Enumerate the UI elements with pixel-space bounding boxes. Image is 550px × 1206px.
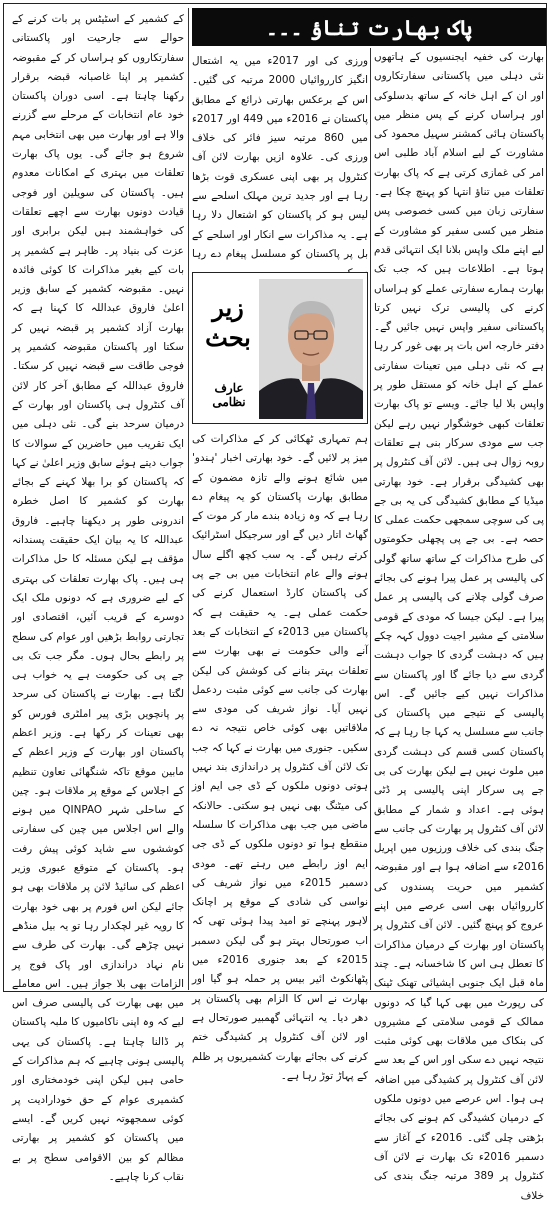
paragraph: بھارت کی خفیہ ایجنسیوں کے ہاتھوں نئی دہلی میں پاکستانی سفارتکاروں اور ان کے اہل خانہ کے ساتھ بدسلوکی اور ہراساں کرنے کے پس منظر میں پاکستان ہائی کمشنر سہیل محمود کی مشاورت کے لیے اسلام آباد طلبی اس امر کی غمازی کرتی ہے کہ پاک بھارت تعلقات میں تناؤ انتہا کو پہنچ چکا ہے۔ سفارتی زبان میں کسی خصوصی پس منظر میں کسی سفیر کو مشاورت کے لیے اپنے ملک واپس بلانا ایک انتہائی قدم ہوتا ہے۔ اطلاعات ہیں کہ جب تک بھارت ہمارے سفارتی عملے کو ہراساں کرنے کی پالیسی ترک نہیں کرتا پاکستانی سفیر واپس نہیں جائیں گے۔ دفتر خارجہ اس بات پر بھی غور کر رہا ہے کہ نئی دہلی میں تعینات سفارتی عملے کے اہل خانہ کو مستقل طور پر واپس بلا لیا جائے۔ ویسے تو پاک بھارت تعلقات کبھی خوشگوار نہیں رہے لیکن جب سے مودی سرکار بنی ہے تعلقات روبہ زوال ہی ہیں۔ لائن آف کنٹرول پر بھی کشیدگی برقرار ہے۔ خود بھارتی میڈیا کے مطابق کشیدگی کی یہ بی جے پی کی سوچی سمجھی حکمت عملی کا حصہ ہے۔ بی جے پی پچھلی حکومتوں کی طرح مذاکرات کے ساتھ ساتھ گولی کی پالیسی پر عمل پیرا ہونے کی بجائے صرف گولی چلانے کی پالیسی پر عمل پیرا ہے۔ لیکن جیسا کہ مودی کے قومی سلامتی کے مشیر اجیت دوول کہہ چکے ہیں کہ دہشت گردی کا جواب دہشت گردی سے دیا جائے گا اور پاکستان سے مذاکرات نہیں کیے جائیں گے۔ اس پالیسی کے نتیجے میں پاکستان کی جانب سے مسلسل یہ کہا جا رہا ہے کہ پاکستان کسی قسم کی دہشت گردی میں ملوث نہیں ہے لیکن بھارت کی بی جے پی سرکار اپنی پالیسی پر ڈٹی ہوئی ہے۔ اعداد و شمار کے مطابق لائن آف کنٹرول پر بھارت کی جانب سے جنگ بندی کی خلاف ورزیوں میں اپریل 2016ء سے اضافہ ہوا ہے اور مقبوضہ کشمیر میں حریت پسندوں کی کارروائیاں بھی اسی عرصے میں اپنے عروج کو پہنچ گئیں۔ لائن آف کنٹرول پر پاکستان اور بھارت کے درمیان مذاکرات کا تعطل ہی اس کا شاخسانہ ہے۔ چند ماہ قبل ایک جنوبی ایشیائی تھنک ٹینک کی رپورٹ میں بھی کہا گیا کہ دونوں ممالک کے قومی سلامتی کے مشیروں کی بنکاک میں ملاقات بھی کوئی مثبت نتیجہ نہیں دے سکی اور اس کے بعد سے لائن آف کنٹرول پر کشیدگی میں اضافہ ہی ہوا۔ اس عرصے میں دونوں ملکوں کے درمیان کشیدگی کم ہونے کی بجائے بڑھتی چلی گئی۔ 2016ء کے آغاز سے دسمبر 2016ء تک بھارت نے لائن آف کنٹرول پر 389 مرتبہ جنگ بندی کی خلاف (374, 51, 544, 1202)
author-box (192, 272, 368, 424)
article-column-middle-top (192, 52, 368, 268)
column-divider (188, 8, 189, 990)
author-name: عارف نظامی (212, 381, 246, 409)
paragraph: ورزی کی اور 2017ء میں یہ اشتعال انگیز کارروائیاں 2000 مرتبہ کی گئیں۔ اس کے برعکس بھارتی ذرائع کے مطابق پاکستان نے 2016ء میں 449 اور 2017ء میں 860 مرتبہ سیز فائر کی خلاف ورزی کی۔ علاوہ ازیں بھارت لائن آف کنٹرول پر بھی اپنی عسکری قوت بڑھا رہا ہے اور جدید ترین مہلک اسلحے سے لیس ہو کر پاکستان کو اشتعال دلا رہا ہے۔ یہ مذاکرات سے انکار اور اسلحے کے بل پر پاکستان کو مسلسل پیغام دے رہا (192, 55, 369, 260)
headline: پاک بھارت تناؤ ۔۔۔ (192, 8, 546, 46)
author-photo (259, 279, 363, 419)
column-divider (370, 48, 371, 990)
paragraph: کے کشمیر کے اسٹیٹس پر بات کرنے کے حوالے سے جارحیت اور پاکستانی سفارتکاروں کو ہراساں کر کے مقبوضہ کشمیر پر اپنا غاصبانہ قبضہ برقرار رکھنا چاہتا ہے۔ اسی دوران پاکستان خود عام انتخابات کے مرحلے سے گزرنے والا ہے اور بھارت میں بھی انتخابی مہم شروع ہو جائے گی۔ یوں پاک بھارت تعلقات میں بہتری کے امکانات معدوم ہیں۔ پاکستان کی سویلین اور فوجی قیادت دونوں بھارت سے اچھے تعلقات کی خواہشمند ہیں لیکن برابری اور عزت کی بنیاد پر۔ ظاہر ہے کشمیر پر بات کیے بغیر مذاکرات کا کوئی فائدہ نہیں۔ مقبوضہ کشمیر کے سابق وزیر اعلیٰ فاروق عبداللہ کا کہنا ہے کہ بھارت آزاد کشمیر پر قبضہ نہیں کر سکتا اور پاکستان مقبوضہ کشمیر پر فوجی طاقت سے قبضہ نہیں کر سکتا۔ فاروق عبداللہ کے مطابق آخر کار لائن آف کنٹرول ہی پاکستان اور بھارت کے درمیان سرحد بنے گی۔ نئی دہلی میں ایک تقریب میں حاضرین کے سوالات کا جواب دیتے ہوئے سابق وزیر اعلیٰ نے کہا کہ پاکستان کو برا بھلا کہنے کے بجائے بھارت کو کشمیر کا اصل خطرہ اندرونی طور پر دیکھنا چاہیے۔ فاروق عبداللہ کا یہ بیان ایک حقیقت پسندانہ مؤقف ہے لیکن مسئلہ کا حل مذاکرات ہی ہیں۔ پاک بھارت تعلقات کی بہتری کے لیے ضروری ہے کہ دونوں ملک ایک دوسرے کے قریب آئیں، اقتصادی اور تجارتی روابط بڑھیں اور عوام کی سطح پر رابطے بحال ہوں۔ مگر جب تک بی جے پی کی حکومت ہے یہ خواب ہی لگتا ہے۔ بھارت نے پاکستان کی سرحد پر پانچویں بڑی پیر املٹری فورس کو بھی تعینات کر رکھا ہے۔ وزیر اعظم پاکستان اور بھارت کے وزیر اعظم کے مابین موقع تاکہ شنگھائی تعاون تنظیم کے اجلاس کے موقع پر ملاقات ہو۔ چین کے ساحلی شہر QINPAO میں ہونے والے اس اجلاس میں چین کی سفارتی کوششوں سے شاید کوئی پیش رفت ہو۔ پاکستان کے متوقع عبوری وزیر اعظم کی سائیڈ لائن پر ملاقات بھی ہو جائے لیکن اس فورم پر بھی خود بھارت کا رویہ غیر لچکدار رہا تو یہ بیل منڈھے نہیں چڑھے گی۔ بھارت کی طرف سے نام نہاد دراندازی اور پاک فوج پر الزامات بھی بلا جواز ہیں۔ اس معاملے میں بھی بھارت کی پالیسی صرف اس لیے کہ وہ اپنی ناکامیوں کا ملبہ پاکستان پر ڈالنا چاہتا ہے۔ پاکستان کی یہی پالیسی ہونی چاہیے کہ ہم مذاکرات کے حامی ہیں لیکن اپنی خودمختاری اور کشمیری عوام کے حق خودارادیت پر کوئی سمجھوتہ نہیں کریں گے۔ ایسے میں پاکستان کو کشمیر پر بھارتی مظالم کو بین الاقوامی سطح پر بے نقاب کرنا چاہیے۔ (12, 13, 185, 1183)
article-column-middle-bottom (192, 430, 368, 1082)
column-tag: زیر بحث (205, 293, 251, 352)
article-column-right (374, 48, 544, 1202)
paragraph: ہم تمہاری ٹھکائی کر کے مذاکرات کی میز پر لائیں گے۔ خود بھارتی اخبار 'ہندو' میں شائع ہونے والے تازہ مضمون کے مطابق بھارت پاکستان کو یہ پیغام دے رہا ہے کہ وہ زیادہ بندے مار کر موت کے گھاٹ اتار دیں گے اور سرجیکل اسٹرائیک کرتے رہیں گے۔ یہ سب کچھ اگلے سال ہونے والے عام انتخابات میں بی جے پی کی پاکستان کارڈ استعمال کرنے کی حکمت عملی ہے۔ یہ حقیقت ہے کہ پاکستان میں 2013ء کے انتخابات کے بعد آنے والی حکومت نے بھی بھارت سے تعلقات بہتر بنانے کی کوشش کی لیکن بھارت کی جانب سے کوئی مثبت ردعمل نہیں آیا۔ نواز شریف کی مودی سے ملاقاتیں بھی کوئی خاص نتیجہ نہ دے سکیں۔ جنوری میں بھارت نے کہا کہ جب تک لائن آف کنٹرول پر دراندازی بند نہیں ہوتی دونوں ملکوں کے ڈی جی ایم اوز کی میٹنگ بھی نہیں ہو سکتی۔ حالانکہ ماضی میں جب بھی مذاکرات کا سلسلہ منقطع ہوا تو دونوں ملکوں کے ڈی جی ایم اوز رابطے میں رہتے تھے۔ مودی دسمبر 2015ء میں نواز شریف کی نواسی کی شادی کے موقع پر اچانک لاہور پہنچے تو امید پیدا ہوئی تھی کہ اب صورتحال بہتر ہو گی لیکن دسمبر 2015ء کے بعد جنوری 2016ء میں پٹھانکوٹ ائیر بیس پر حملہ ہو گیا اور بھارت نے اس کا الزام بھی پاکستان پر دھر دیا۔ یہ انتہائی گھمبیر صورتحال ہے اور لائن آف کنٹرول پر کشیدگی ختم کرنے کی بجائے بھارت کشمیریوں پر ظلم کے پہاڑ توڑ رہا ہے۔ (192, 433, 368, 1082)
newspaper-page (3, 3, 547, 1202)
article-column-left (12, 10, 185, 1183)
author-portrait-image (259, 279, 363, 419)
